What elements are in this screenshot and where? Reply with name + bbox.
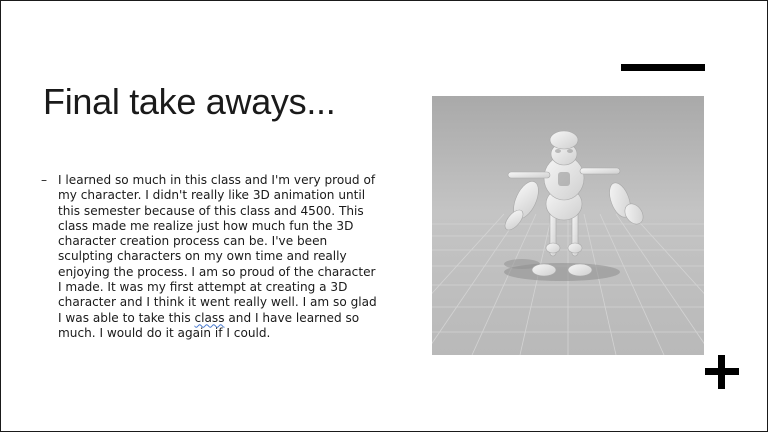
spellcheck-word: class (194, 310, 225, 325)
accent-bar-decoration (621, 64, 705, 71)
bullet-text-part-2: and I have learned so much. I would do it again if I could. (58, 310, 360, 340)
bullet-list (41, 173, 381, 341)
slide-title: Final take aways... (43, 81, 336, 122)
character-render-image (432, 96, 704, 355)
bullet-text-part-1: I learned so much in this class and I'm very proud of my character. I didn't really like 3D animation until this semester because of this class and 4500. This class made me realize just how much fun the 3D character creation process can be. I've been sculpting characters on my own time and really enjoying the process. I am so proud of the character I made. It was my first attempt at creating a 3D character and I think it went really well. I am so glad I was able to take this (58, 173, 377, 325)
bullet-dash: – (41, 173, 48, 187)
plus-icon (705, 355, 739, 389)
bullet-text (58, 173, 381, 341)
